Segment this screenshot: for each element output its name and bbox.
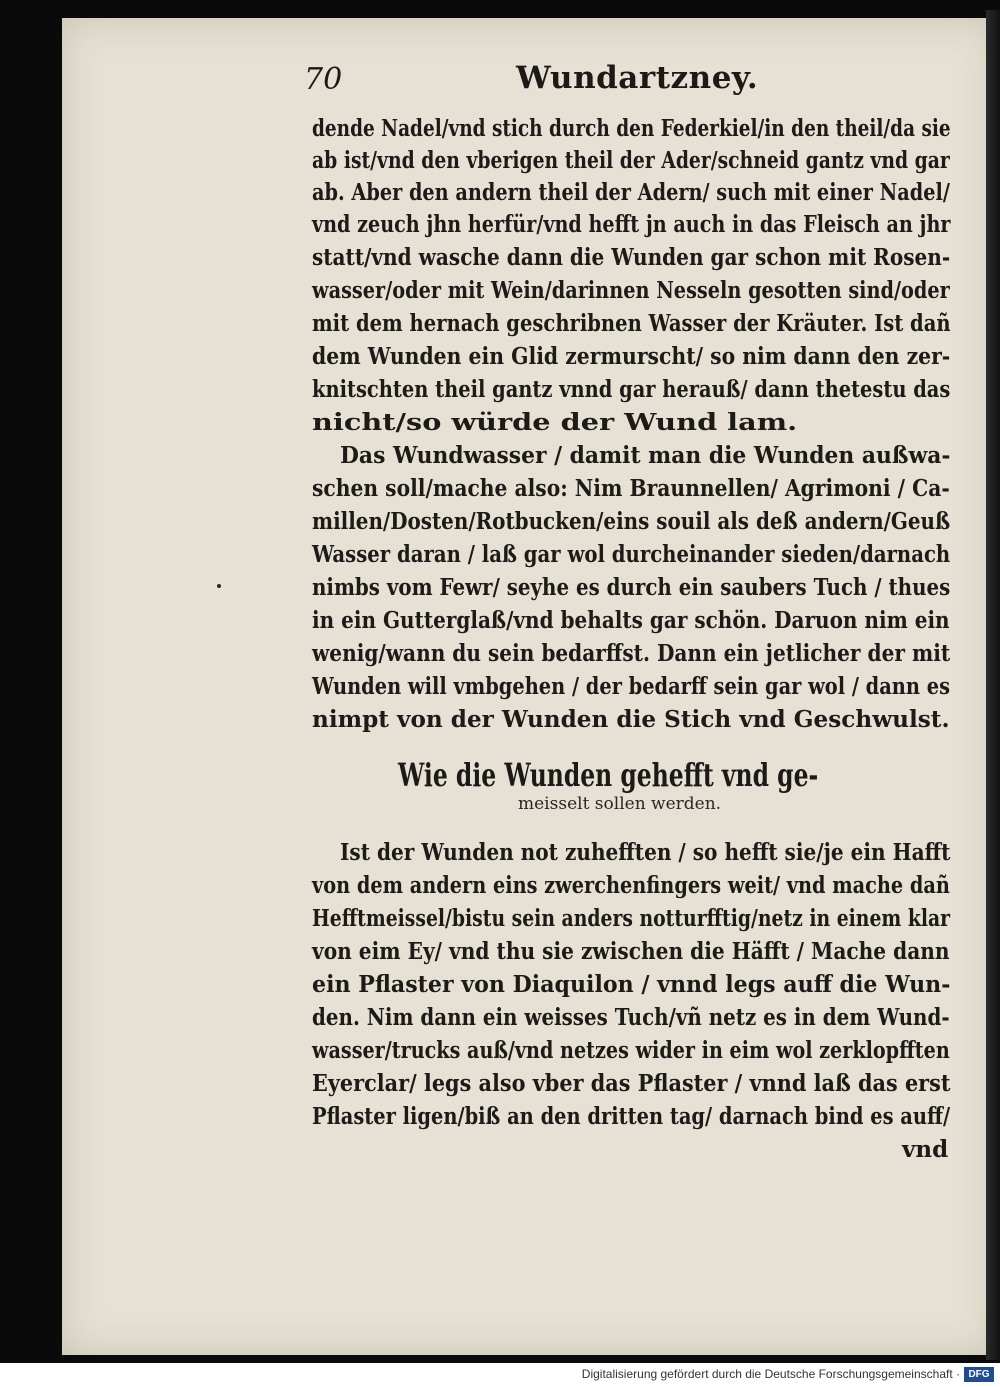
text-line: nimbs vom Fewr/ seyhe es durch ein saubers Tuch / thues [312, 574, 951, 601]
text-line: nimpt von der Wunden die Stich vnd Geschwulst. [312, 706, 950, 733]
text-line: von eim Ey/ vnd thu sie zwischen die Häfft / Mache dann [312, 938, 950, 965]
text-line: vnd zeuch jhn herfür/vnd hefft jn auch in das Fleisch an jhr [312, 211, 951, 238]
text-line: nicht/so würde der Wund lam. [312, 409, 798, 436]
text-line: Wunden will vmbgehen / der bedarff sein gar wol / dann es [312, 673, 950, 700]
page-number: 70 [304, 62, 343, 97]
page-edge-shadow [986, 10, 1000, 1360]
text-line: Wasser daran / laß gar wol durcheinander sieden/darnach [312, 541, 951, 568]
text-line: ein Pflaster von Diaquilon / vnnd legs auff die Wun- [312, 971, 951, 998]
funding-notice: Digitalisierung gefördert durch die Deutsche Forschungsgemeinschaft · [581, 1367, 960, 1381]
text-line: mit dem hernach geschribnen Wasser der Kräuter. Ist dañ [312, 310, 951, 337]
text-line: dem Wunden ein Glid zermurscht/ so nim dann den zer- [312, 343, 951, 370]
section-subheading: meisselt sollen werden. [518, 794, 722, 814]
text-line: wasser/trucks auß/vnd netzes wider in eim wol zerklopfften [312, 1037, 950, 1064]
text-line: wasser/oder mit Wein/darinnen Nesseln gesotten sind/oder [312, 277, 950, 304]
text-line: Ist der Wunden not zuhefften / so hefft sie/je ein Hafft [340, 839, 951, 866]
text-line: Das Wundwasser / damit man die Wunden außwa- [340, 442, 951, 469]
text-line: ab. Aber den andern theil der Adern/ such mit einer Nadel/ [312, 179, 950, 206]
text-line: ab ist/vnd den vberigen theil der Ader/schneid gantz vnd gar [312, 147, 950, 174]
page-header [304, 60, 944, 108]
section-heading: Wie die Wunden gehefft vnd ge- [398, 756, 819, 794]
text-line: statt/vnd wasche dann die Wunden gar schon mit Rosen- [312, 244, 951, 271]
dfg-logo: DFG [964, 1367, 994, 1382]
catchword: vnd [902, 1136, 949, 1163]
text-line: Eyerclar/ legs also vber das Pflaster / vnnd laß das erst [312, 1070, 951, 1097]
text-line: von dem andern eins zwerchenfingers weit/ vnd mache dañ [312, 872, 950, 899]
text-line: schen soll/mache also: Nim Braunnellen/ Agrimoni / Ca- [312, 475, 950, 502]
text-line: millen/Dosten/Rotbucken/eins souil als deß andern/Geuß [312, 508, 951, 535]
text-line: Pflaster ligen/biß an den dritten tag/ darnach bind es auff/ [312, 1103, 951, 1130]
text-line: in ein Gutterglaß/vnd behalts gar schön. Daruon nim ein [312, 607, 950, 634]
text-line: den. Nim dann ein weisses Tuch/vñ netz es in dem Wund- [312, 1004, 950, 1031]
text-line: wenig/wann du sein bedarffst. Dann ein jetlicher der mit [312, 640, 951, 667]
digitization-footer [0, 1363, 1000, 1387]
text-line: Hefftmeissel/bistu sein anders notturfftig/netz in einem klar [312, 905, 951, 932]
ink-speck [217, 584, 221, 588]
text-line: dende Nadel/vnd stich durch den Federkiel/in den theil/da sie [312, 115, 951, 142]
running-head: Wundartzney. [516, 60, 759, 96]
text-line: knitschten theil gantz vnnd gar herauß/ dann thetestu das [312, 376, 951, 403]
